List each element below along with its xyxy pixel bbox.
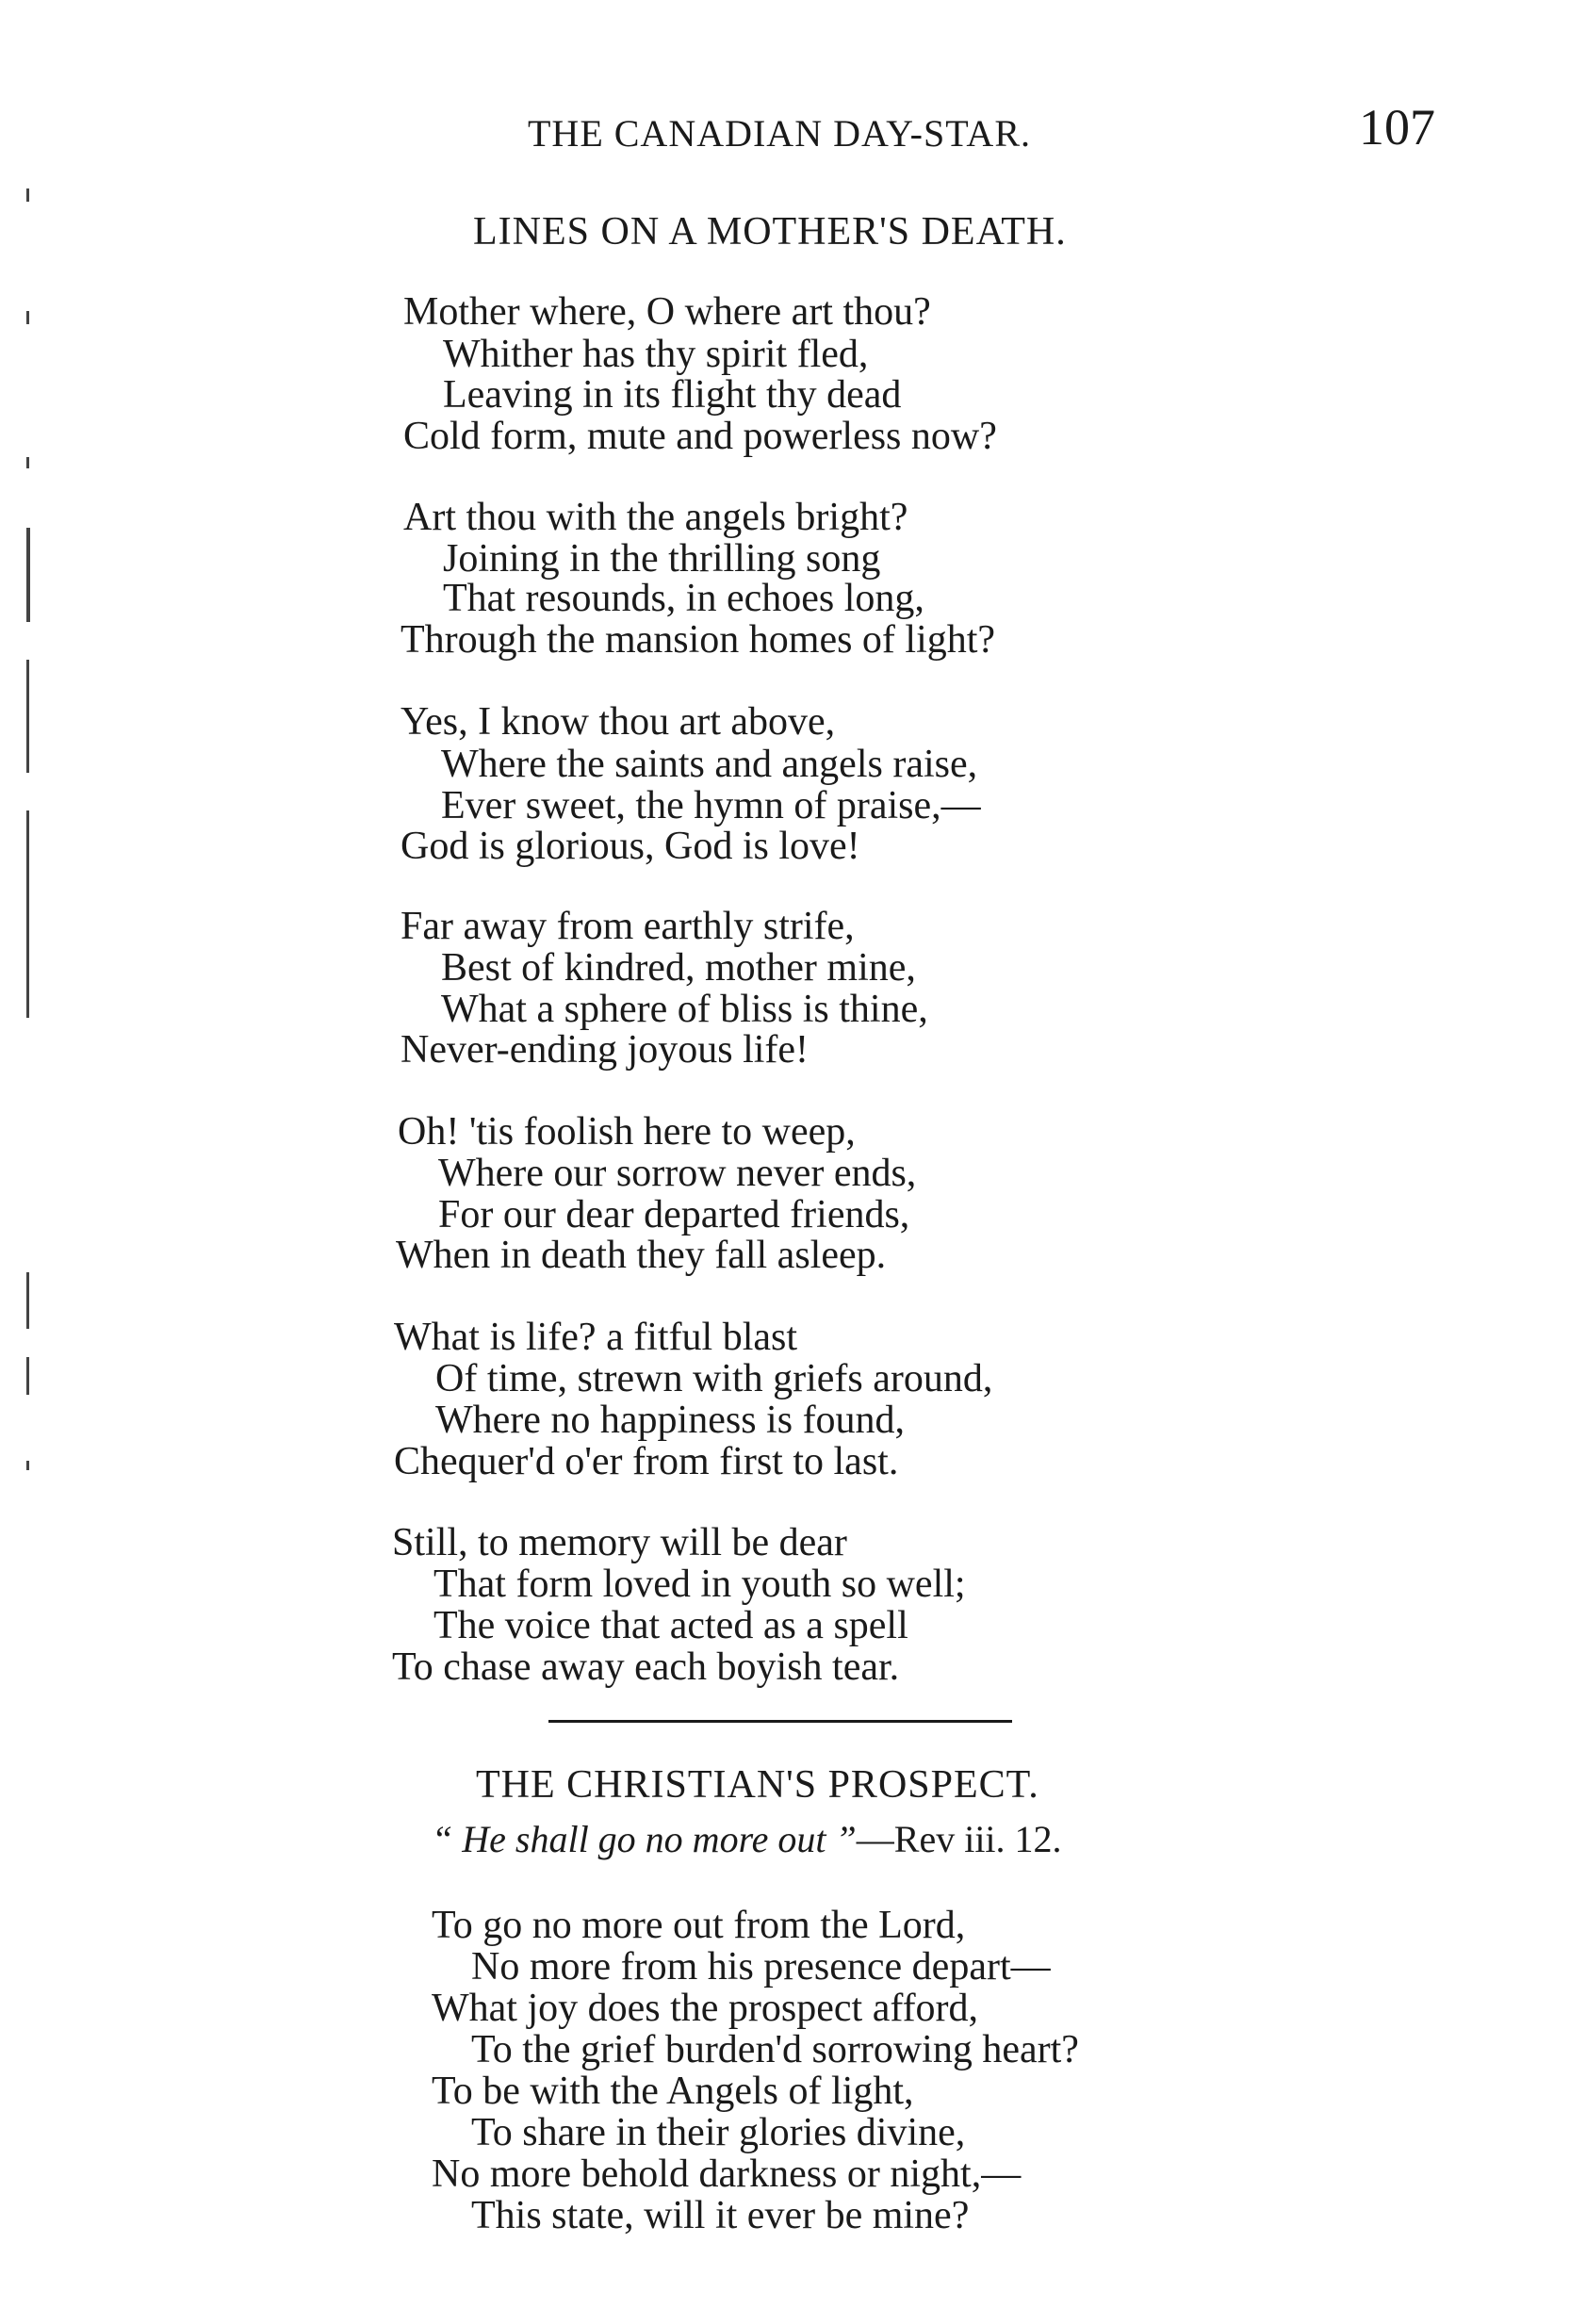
poem-line: Far away from earthly strife,: [401, 905, 855, 948]
poem-title: THE CHRISTIAN'S PROSPECT.: [476, 1763, 1039, 1807]
poem-line: Whither has thy spirit fled,: [443, 333, 869, 376]
poem-line: When in death they fall asleep.: [396, 1234, 887, 1277]
poem-line: To chase away each boyish tear.: [392, 1645, 900, 1689]
poem-line: To go no more out from the Lord,: [432, 1904, 966, 1947]
poem-line: Never-ending joyous life!: [401, 1028, 810, 1072]
poem-line: What joy does the prospect afford,: [432, 1987, 979, 2030]
poem-line: No more from his presence depart—: [471, 1945, 1051, 1988]
poem-line: Joining in the thrilling song: [443, 537, 881, 581]
section-divider: [548, 1720, 1012, 1723]
poem-line: No more behold darkness or night,—: [432, 2152, 1022, 2196]
poem-line: What a sphere of bliss is thine,: [441, 988, 928, 1031]
poem-line: To share in their glories divine,: [471, 2111, 966, 2154]
poem-line: Of time, strewn with griefs around,: [435, 1357, 993, 1400]
poem-line: Chequer'd o'er from first to last.: [394, 1440, 899, 1483]
poem-line: Cold form, mute and powerless now?: [403, 415, 997, 458]
poem-line: Where the saints and angels raise,: [441, 743, 978, 786]
poem-line: This state, will it ever be mine?: [471, 2194, 970, 2237]
poem-line: Oh! 'tis foolish here to weep,: [398, 1110, 856, 1154]
poem-line: Leaving in its flight thy dead: [443, 373, 902, 417]
running-head: THE CANADIAN DAY-STAR.: [528, 112, 1031, 155]
poem-line: That resounds, in echoes long,: [443, 577, 924, 620]
poem-line: Ever sweet, the hymn of praise,—: [441, 784, 981, 827]
poem-line: That form loved in youth so well;: [433, 1563, 966, 1606]
poem-line: Yes, I know thou art above,: [401, 700, 836, 744]
epigraph-quote: “ He shall go no more out ”: [432, 1818, 857, 1860]
poem-line: God is glorious, God is love!: [401, 825, 860, 868]
poem-line: For our dear departed friends,: [438, 1193, 910, 1236]
poem-line: The voice that acted as a spell: [433, 1604, 908, 1647]
poem-line: To be with the Angels of light,: [432, 2070, 914, 2113]
poem-line: Art thou with the angels bright?: [403, 496, 908, 539]
poem-title: LINES ON A MOTHER'S DEATH.: [473, 210, 1067, 254]
poem-line: Best of kindred, mother mine,: [441, 946, 916, 990]
epigraph: [432, 1817, 1062, 1861]
epigraph-reference: —Rev iii. 12.: [856, 1818, 1062, 1860]
poem-line: Through the mansion homes of light?: [401, 618, 996, 662]
poem-line: Where our sorrow never ends,: [438, 1152, 917, 1195]
poem-line: Mother where, O where art thou?: [403, 290, 931, 334]
poem-line: To the grief burden'd sorrowing heart?: [471, 2028, 1079, 2071]
poem-line: What is life? a fitful blast: [394, 1316, 798, 1359]
poem-line: Still, to memory will be dear: [392, 1521, 847, 1564]
poem-line: Where no happiness is found,: [435, 1399, 906, 1442]
margin-scan-marks: [26, 132, 55, 1546]
page-number: 107: [1359, 99, 1435, 155]
